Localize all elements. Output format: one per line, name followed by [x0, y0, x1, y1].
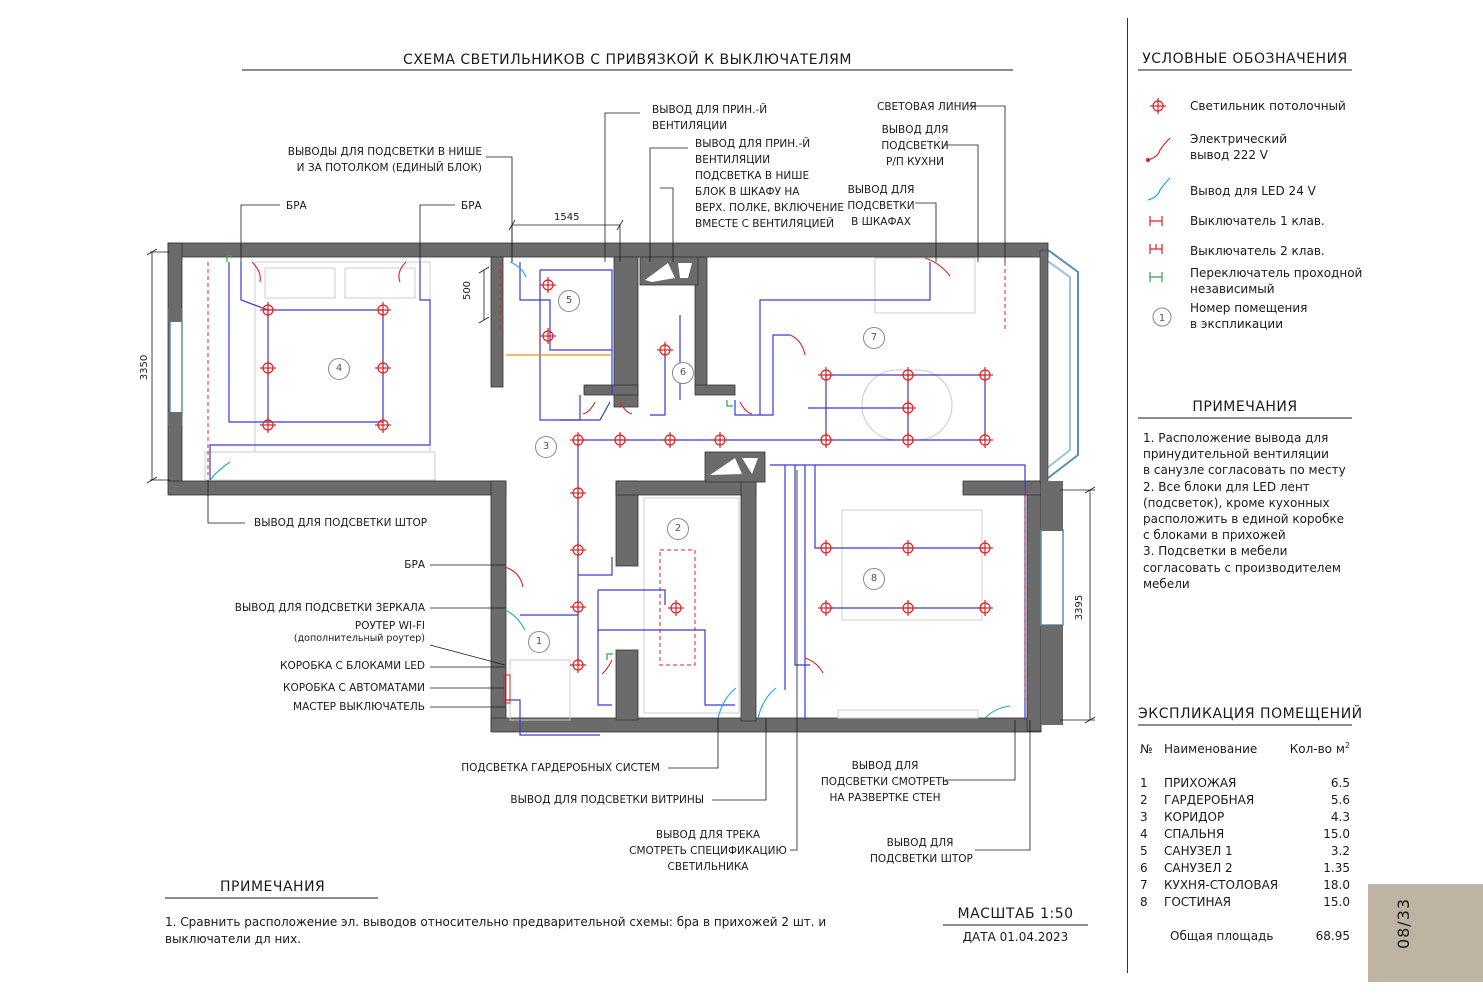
side-note-line: 3. Подсветки в мебели [1143, 544, 1288, 558]
room-number-2: 2 [667, 518, 689, 540]
legend-label-pass-switch: Переключатель проходной независимый [1190, 266, 1363, 296]
side-note-line: мебели [1143, 577, 1190, 591]
side-note-line: расположить в единой коробке [1143, 512, 1344, 526]
side-note-line: с блоками в прихожей [1143, 528, 1286, 542]
row-no: 6 [1140, 860, 1148, 875]
room-number-6: 6 [672, 362, 694, 384]
col-name: Наименование [1164, 741, 1258, 756]
col-area-unit: 2 [1344, 741, 1350, 750]
table-row [1140, 791, 1350, 808]
row-no: 4 [1140, 826, 1148, 841]
callout-master-switch: МАСТЕР ВЫКЛЮЧАТЕЛЬ [293, 701, 425, 713]
row-no: 7 [1140, 877, 1148, 892]
callout-curtains-living: ВЫВОД ДЛЯ ПОДСВЕТКИ ШТОР [870, 837, 973, 865]
row-area: 15.0 [1323, 894, 1350, 909]
callout-wardrobes: ВЫВОД ДЛЯ ПОДСВЕТКИ В ШКАФАХ [847, 184, 915, 228]
legend-label-ceiling-lamp: Светильник потолочный [1190, 99, 1346, 113]
row-name: ГАРДЕРОБНАЯ [1164, 792, 1255, 807]
scale-label: МАСШТАБ 1:50 [957, 906, 1074, 922]
callout-router-note: (дополнительный роутер) [293, 633, 425, 644]
page-number-badge [1368, 884, 1483, 982]
room-number-1: 1 [528, 631, 550, 653]
row-area: 1.35 [1323, 860, 1350, 875]
callout-showcase: ВЫВОД ДЛЯ ПОДСВЕТКИ ВИТРИНЫ [510, 794, 704, 806]
callout-ventilation-2: ВЫВОД ДЛЯ ПРИН.-Й ВЕНТИЛЯЦИИ [695, 138, 811, 166]
side-note-line: 2. Все блоки для LED лент [1143, 480, 1310, 494]
page-title: СХЕМА СВЕТИЛЬНИКОВ С ПРИВЯЗКОЙ К ВЫКЛЮЧАТЕЛЯМ [403, 52, 852, 68]
explication-heading: ЭКСПЛИКАЦИЯ ПОМЕЩЕНИЙ [1138, 706, 1363, 722]
row-area: 15.0 [1323, 826, 1350, 841]
table-row [1140, 774, 1350, 791]
legend-heading: УСЛОВНЫЕ ОБОЗНАЧЕНИЯ [1142, 51, 1348, 67]
callout-sconce-1: БРА [286, 200, 307, 212]
explication-header-row [1140, 740, 1350, 757]
side-note-line: в санузле согласовать по месту [1143, 463, 1346, 477]
bottom-note-line-2: выключатели дл них. [165, 932, 302, 946]
row-name: САНУЗЕЛ 1 [1164, 843, 1233, 858]
table-row [1140, 808, 1350, 825]
total-row [1140, 927, 1350, 944]
legend-label-switch-1: Выключатель 1 клав. [1190, 214, 1325, 228]
page-number: 08/33 [1394, 897, 1414, 950]
legend-symbols [1146, 98, 1171, 326]
row-no: 1 [1140, 775, 1148, 790]
row-name: КУХНЯ-СТОЛОВАЯ [1164, 877, 1279, 892]
row-name: САНУЗЕЛ 2 [1164, 860, 1233, 875]
side-notes-heading: ПРИМЕЧАНИЯ [1192, 399, 1298, 415]
room-number-7: 7 [863, 327, 885, 349]
callout-breaker-box: КОРОБКА С АВТОМАТАМИ [283, 682, 425, 694]
row-name: ПРИХОЖАЯ [1164, 775, 1237, 790]
callout-track: ВЫВОД ДЛЯ ТРЕКА СМОТРЕТЬ СПЕЦИФИКАЦИЮ СВЕТИЛЬНИКА [629, 829, 787, 873]
table-row [1140, 876, 1350, 893]
callout-wardrobe-systems: ПОДСВЕТКА ГАРДЕРОБНЫХ СИСТЕМ [461, 762, 660, 774]
callout-niche-lighting: ВЫВОДЫ ДЛЯ ПОДСВЕТКИ В НИШЕ И ЗА ПОТОЛКОМ (ЕДИНЫЙ БЛОК) [287, 146, 482, 174]
callout-ventilation-1: ВЫВОД ДЛЯ ПРИН.-Й ВЕНТИЛЯЦИИ [652, 104, 768, 132]
row-name: СПАЛЬНЯ [1164, 826, 1225, 841]
col-area-label: Кол-во м [1289, 742, 1345, 756]
row-no: 8 [1140, 894, 1148, 909]
bottom-notes-heading: ПРИМЕЧАНИЯ [220, 879, 326, 895]
row-name: ГОСТИНАЯ [1164, 894, 1232, 909]
row-area: 18.0 [1323, 877, 1350, 892]
table-row [1140, 825, 1350, 842]
row-no: 5 [1140, 843, 1148, 858]
callout-sconce-2: БРА [461, 200, 482, 212]
table-row [1140, 859, 1350, 876]
date-label: ДАТА 01.04.2023 [962, 930, 1069, 944]
callout-kitchen-lighting: ВЫВОД ДЛЯ ПОДСВЕТКИ Р/П КУХНИ [881, 124, 949, 168]
dimension-3350: 3350 [139, 354, 151, 381]
room-number-3: 3 [535, 436, 557, 458]
callout-mirror: ВЫВОД ДЛЯ ПОДСВЕТКИ ЗЕРКАЛА [234, 602, 425, 614]
side-note-line: 1. Расположение вывода для [1143, 431, 1329, 445]
room-number-4: 4 [328, 358, 350, 380]
dimension-500: 500 [462, 280, 474, 301]
table-row [1140, 893, 1350, 910]
table-row [1140, 842, 1350, 859]
side-note-line: (подсветок), кроме кухонных [1143, 496, 1330, 510]
legend-label-room-number: Номер помещения в экспликации [1190, 301, 1308, 331]
row-name: КОРИДОР [1164, 809, 1225, 824]
row-area: 6.5 [1330, 775, 1350, 790]
bottom-note-line-1: 1. Сравнить расположение эл. выводов относительно предварительной схемы: бра в прихожей 2 шт. и [165, 915, 827, 929]
callout-light-line: СВЕТОВАЯ ЛИНИЯ [877, 101, 977, 113]
col-no: № [1140, 741, 1153, 756]
room-number-5: 5 [558, 290, 580, 312]
callout-router: РОУТЕР WI-FI [354, 620, 425, 632]
col-area [1286, 740, 1350, 757]
legend-label-switch-2: Выключатель 2 клав. [1190, 244, 1325, 258]
row-no: 2 [1140, 792, 1148, 807]
sidebar-divider [1127, 18, 1128, 973]
callout-led-box: КОРОБКА С БЛОКАМИ LED [280, 660, 425, 672]
dimension-1545: 1545 [554, 212, 580, 223]
legend-label-power-outlet: Электрический вывод 222 V [1190, 132, 1288, 162]
row-area: 3.2 [1330, 843, 1350, 858]
row-area: 5.6 [1330, 792, 1350, 807]
total-value: 68.95 [1315, 928, 1350, 943]
callout-curtains-bedroom: ВЫВОД ДЛЯ ПОДСВЕТКИ ШТОР [254, 517, 428, 529]
side-note-line: согласовать с производителем [1143, 561, 1341, 575]
dimension-3395: 3395 [1074, 594, 1086, 621]
row-no: 3 [1140, 809, 1148, 824]
legend-label-led-outlet: Вывод для LED 24 V [1190, 184, 1316, 198]
total-label: Общая площадь [1170, 928, 1274, 943]
callout-cabinet-niche: ПОДСВЕТКА В НИШЕ БЛОК В ШКАФУ НА ВЕРХ. ПОЛКЕ, ВКЛЮЧЕНИЕ ВМЕСТЕ С ВЕНТИЛЯЦИЕЙ [695, 170, 844, 230]
svg-text:1: 1 [1158, 313, 1166, 324]
row-area: 4.3 [1330, 809, 1350, 824]
room-number-8: 8 [863, 568, 885, 590]
explication-table [1140, 740, 1350, 944]
callout-sconce-3: БРА [404, 559, 425, 571]
callout-wall-unfold: ВЫВОД ДЛЯ ПОДСВЕТКИ СМОТРЕТЬ НА РАЗВЕРТКЕ СТЕН [820, 760, 950, 804]
side-note-line: принудительной вентиляции [1143, 447, 1329, 461]
